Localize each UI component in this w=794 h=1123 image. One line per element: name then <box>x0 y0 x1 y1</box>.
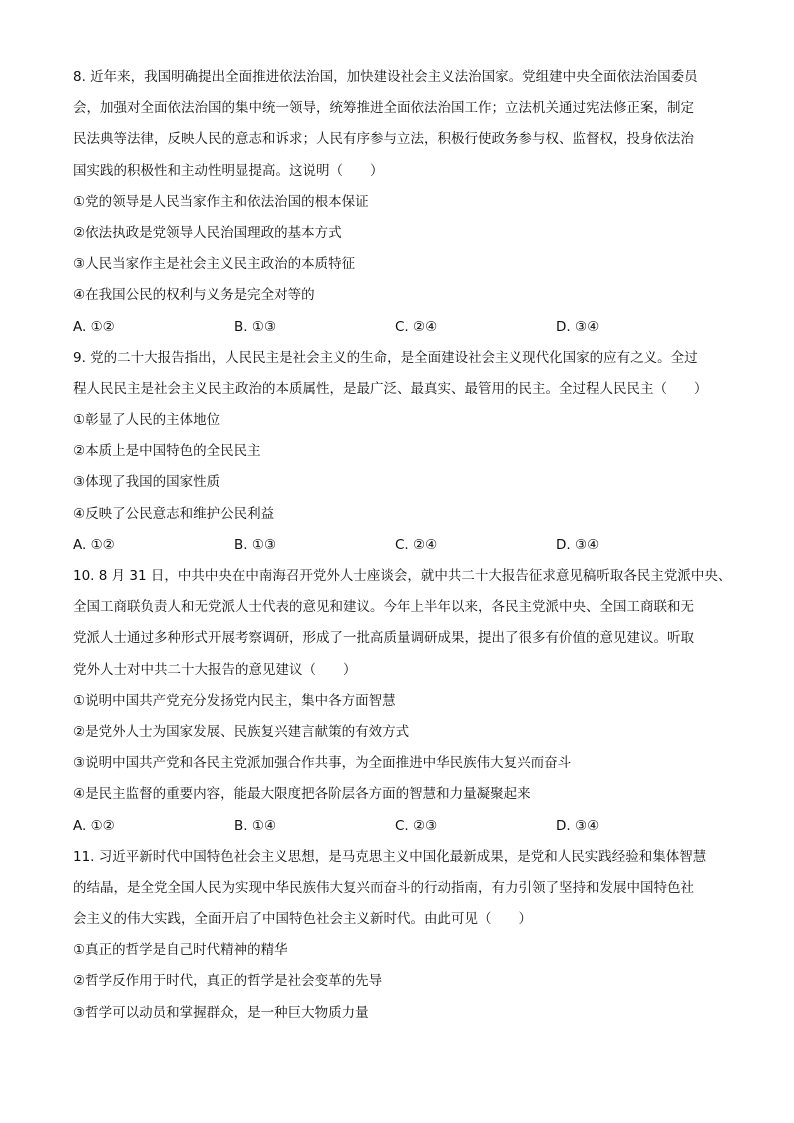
question-10-statement-1: ①说明中国共产党充分发扬党内民主，集中各方面智慧 <box>73 692 396 709</box>
question-10 <box>73 561 733 842</box>
question-8-option-a[interactable]: A. ①② <box>73 318 115 335</box>
question-10-statement-4: ④是民主监督的重要内容，能最大限度把各阶层各方面的智慧和力量凝聚起来 <box>73 786 531 803</box>
question-9-option-a[interactable]: A. ①② <box>73 536 115 553</box>
question-8-option-d[interactable]: D. ③④ <box>556 318 600 335</box>
question-8-stem-line-2: 会，加强对全面依法治国的集中统一领导，统筹推进全面依法治国工作；立法机关通过宪法修正案，制定 <box>73 100 694 117</box>
question-9-stem-line-1: 9. 党的二十大报告指出，人民民主是社会主义的生命，是全面建设社会主义现代化国家的应有之义。全过 <box>73 349 698 366</box>
question-8-stem-line-1: 8. 近年来，我国明确提出全面推进依法治国，加快建设社会主义法治国家。党组建中央全面依法治国委员 <box>73 69 698 85</box>
question-8-stem-line-4: 国实践的积极性和主动性明显提高。这说明（ ） <box>73 162 384 179</box>
question-8-statement-2: ②依法执政是党领导人民治国理政的基本方式 <box>73 224 342 241</box>
question-9-statement-3: ③体现了我国的国家性质 <box>73 474 221 491</box>
question-10-stem-line-3: 党派人士通过多种形式开展考察调研，形成了一批高质量调研成果，提出了很多有价值的意见建议。听取 <box>73 630 694 647</box>
question-11-statement-1: ①真正的哲学是自己时代精神的精华 <box>73 942 288 959</box>
question-9-statement-4: ④反映了公民意志和维护公民利益 <box>73 505 275 522</box>
question-10-option-c[interactable]: C. ②③ <box>395 817 438 834</box>
question-9-option-b[interactable]: B. ①③ <box>234 536 277 553</box>
exam-page <box>73 62 733 1029</box>
question-10-statement-3: ③说明中国共产党和各民主党派加强合作共事，为全面推进中华民族伟大复兴而奋斗 <box>73 755 572 772</box>
question-9-stem-line-2: 程人民民主是社会主义民主政治的本质属性，是最广泛、最真实、最管用的民主。全过程人民民主（ ） <box>73 380 708 397</box>
question-8-options <box>73 312 733 343</box>
question-10-stem-line-2: 全国工商联负责人和无党派人士代表的意见和建议。今年上半年以来，各民主党派中央、全国工商联和无 <box>73 599 694 616</box>
question-10-option-b[interactable]: B. ①④ <box>234 817 277 834</box>
question-10-options <box>73 811 733 842</box>
question-11-stem-line-3: 会主义的伟大实践，全面开启了中国特色社会主义新时代。由此可见（ ） <box>73 911 532 928</box>
question-11-statement-3: ③哲学可以动员和掌握群众，是一种巨大物质力量 <box>73 1004 369 1021</box>
question-8-statement-4: ④在我国公民的权利与义务是完全对等的 <box>73 287 315 304</box>
question-8-statement-3: ③人民当家作主是社会主义民主政治的本质特征 <box>73 256 356 273</box>
question-11-stem-line-1: 11. 习近平新时代中国特色社会主义思想，是马克思主义中国化最新成果，是党和人民实践经验和集体智慧 <box>73 848 707 865</box>
question-9-statement-2: ②本质上是中国特色的全民民主 <box>73 443 261 460</box>
question-9 <box>73 343 733 561</box>
question-8-stem-line-3: 民法典等法律，反映人民的意志和诉求；人民有序参与立法，积极行使政务参与权、监督权，投身依法治 <box>73 131 694 148</box>
question-9-options <box>73 530 733 561</box>
question-9-option-d[interactable]: D. ③④ <box>556 536 600 553</box>
question-10-stem-line-4: 党外人士对中共二十大报告的意见建议（ ） <box>73 661 357 678</box>
question-9-statement-1: ①彰显了人民的主体地位 <box>73 412 221 429</box>
question-10-stem-line-1: 10. 8 月 31 日，中共中央在中南海召开党外人士座谈会，就中共二十大报告征求意见稿听取各民主党派中央、 <box>73 568 732 584</box>
question-8 <box>73 62 733 343</box>
question-8-statement-1: ①党的领导是人民当家作主和依法治国的根本保证 <box>73 193 369 210</box>
question-8-option-b[interactable]: B. ①③ <box>234 318 277 335</box>
question-10-option-d[interactable]: D. ③④ <box>556 817 600 834</box>
question-11-statement-2: ②哲学反作用于时代，真正的哲学是社会变革的先导 <box>73 973 383 990</box>
question-10-option-a[interactable]: A. ①② <box>73 817 115 834</box>
question-8-option-c[interactable]: C. ②④ <box>395 318 438 335</box>
question-11 <box>73 842 733 1029</box>
question-10-statement-2: ②是党外人士为国家发展、民族复兴建言献策的有效方式 <box>73 723 410 740</box>
question-11-stem-line-2: 的结晶，是全党全国人民为实现中华民族伟大复兴而奋斗的行动指南，有力引领了坚持和发展中国特色社 <box>73 879 694 896</box>
question-9-option-c[interactable]: C. ②④ <box>395 536 438 553</box>
